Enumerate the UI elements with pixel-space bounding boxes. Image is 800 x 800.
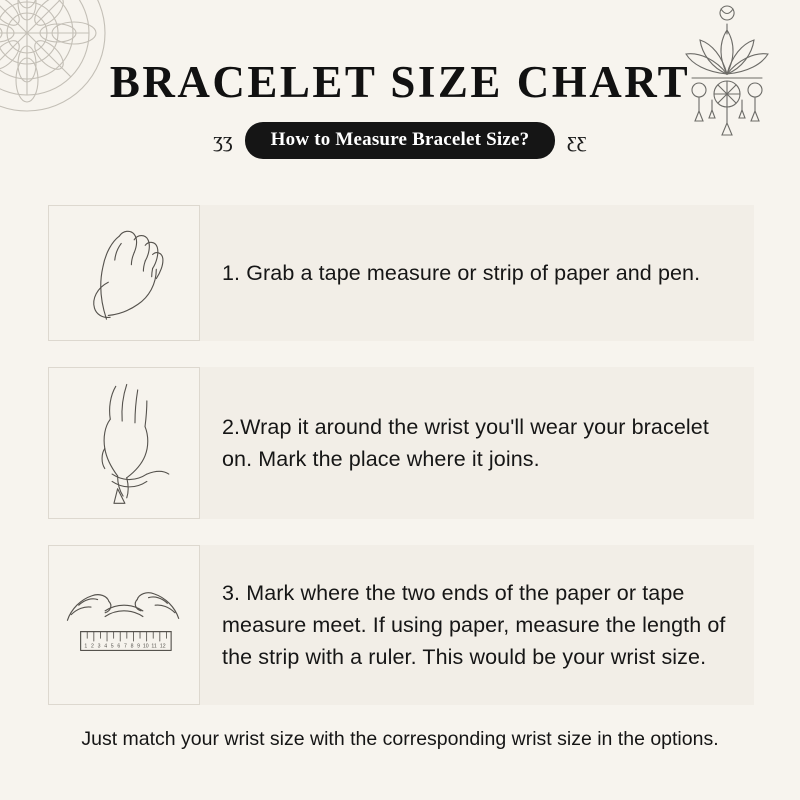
hands-measuring-strip-with-ruler-icon [48,545,200,705]
svg-text:12: 12 [159,643,166,650]
svg-text:6: 6 [117,643,121,650]
hand-with-tape-around-wrist-icon [48,367,200,519]
svg-text:2: 2 [91,643,94,650]
flourish-right-icon: ʒʒ [567,126,587,152]
subtitle-row [0,122,800,159]
svg-text:1: 1 [84,643,88,650]
step-text: 3. Mark where the two ends of the paper or tape measure meet. If using paper, measure the length of the strip with a ruler. This would be your wrist size. [222,580,726,670]
page-title: BRACELET SIZE CHART [109,57,691,107]
svg-text:11: 11 [151,643,157,650]
footer-note: Just match your wrist size with the corresponding wrist size in the options. [81,728,719,750]
svg-text:4: 4 [104,643,108,650]
list-item [48,545,754,705]
list-item [48,205,754,341]
step-text: 1. Grab a tape measure or strip of paper and pen. [222,260,701,285]
step-text: 2.Wrap it around the wrist you'll wear your bracelet on. Mark the place where it joins. [222,414,709,471]
svg-text:8: 8 [130,643,134,650]
flourish-left-icon: ʒʒ [213,126,233,152]
hand-fist-line-drawing-icon [48,205,200,341]
svg-text:7: 7 [124,643,127,650]
svg-text:9: 9 [137,643,141,650]
svg-text:10: 10 [142,643,149,650]
steps-list [48,205,754,731]
svg-text:5: 5 [110,643,114,650]
list-item [48,367,754,519]
svg-text:3: 3 [97,643,101,650]
subtitle-pill: How to Measure Bracelet Size? [245,122,556,159]
